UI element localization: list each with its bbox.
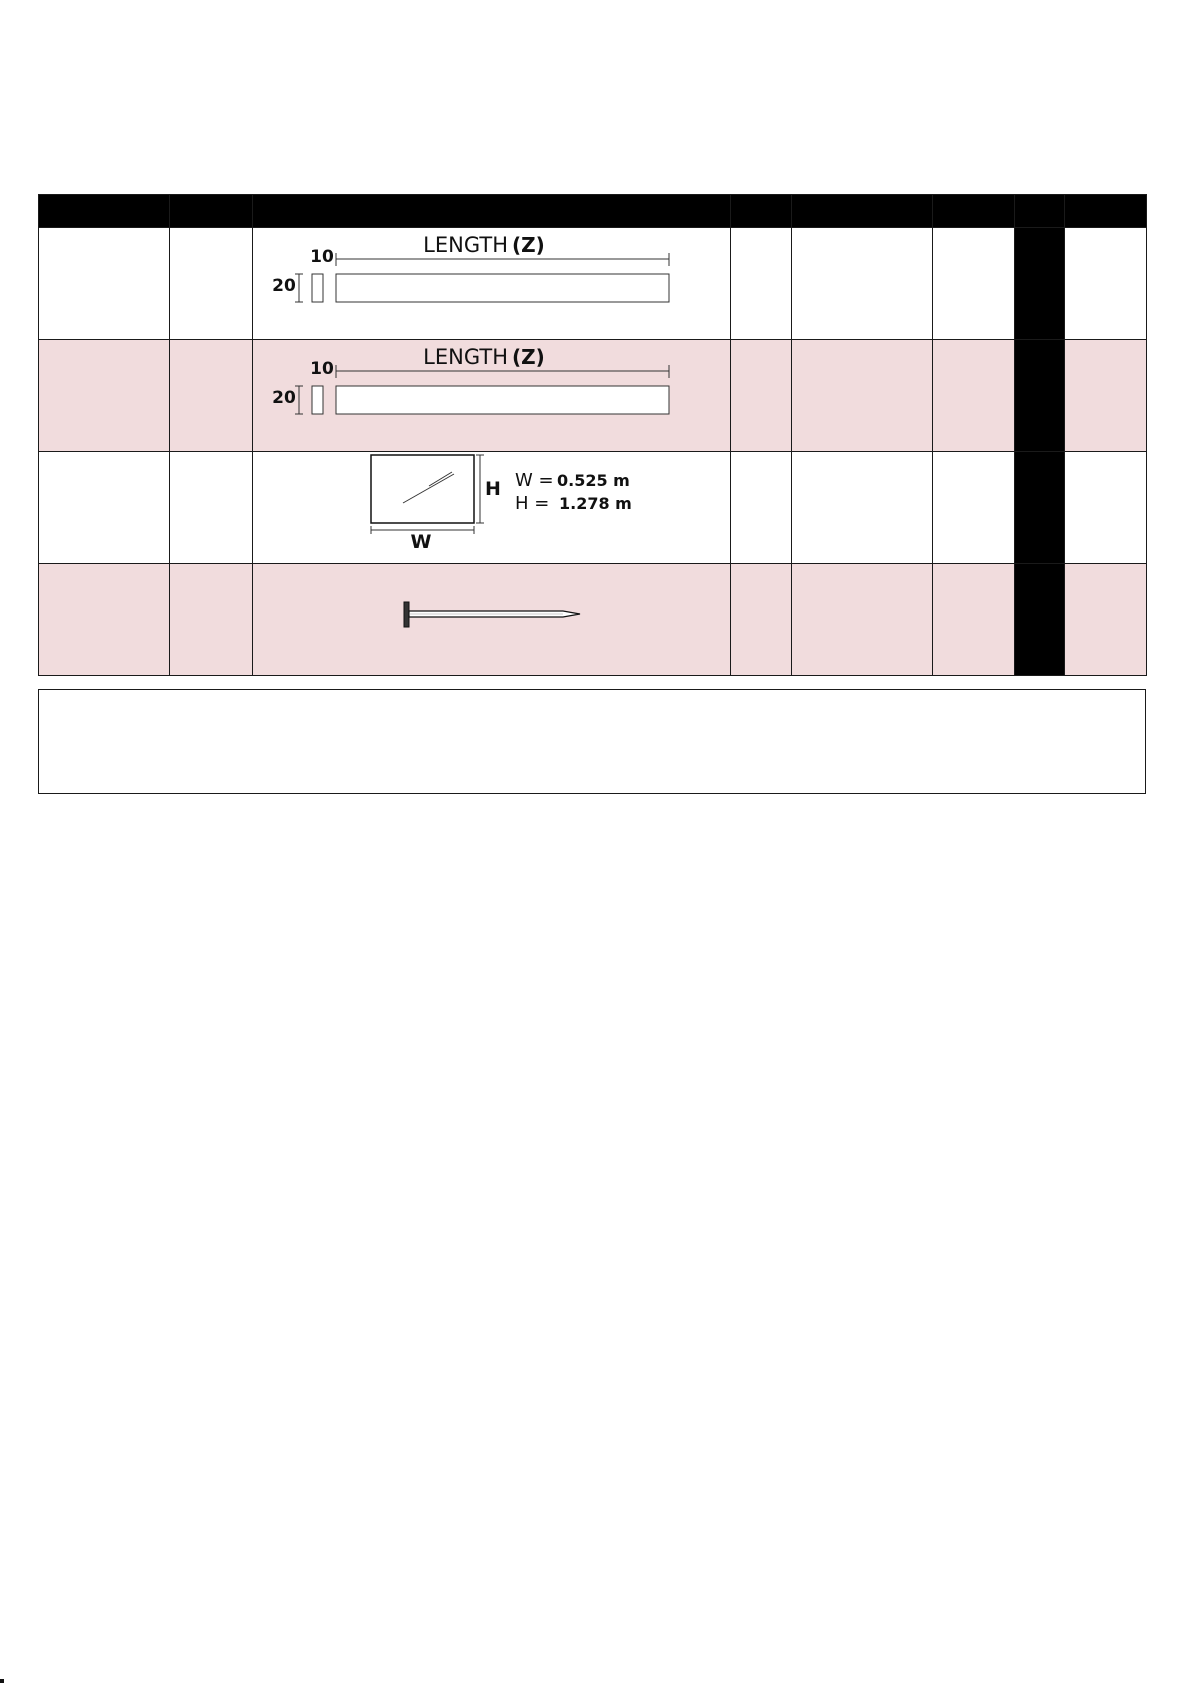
table-cell	[933, 228, 1015, 340]
table-cell	[792, 340, 933, 452]
width-prefix-label: W =	[515, 470, 554, 491]
table-cell	[1015, 452, 1065, 564]
table-cell	[792, 228, 933, 340]
table-cell	[170, 340, 253, 452]
drawing-cell	[253, 452, 731, 564]
parts-table	[38, 194, 1147, 676]
table-cell	[39, 228, 170, 340]
table-row	[39, 564, 1147, 676]
table-cell	[170, 452, 253, 564]
width-value: 0.525 m	[557, 471, 630, 490]
header-cell	[39, 195, 170, 228]
notes-box	[38, 689, 1146, 794]
height-dimension-label: 20	[272, 388, 296, 408]
width-dimension-label: 10	[310, 359, 334, 379]
table-row	[39, 228, 1147, 340]
height-letter-label: H	[485, 478, 501, 500]
height-value: 1.278 m	[559, 494, 632, 513]
table-cell	[39, 452, 170, 564]
table-cell	[792, 452, 933, 564]
table-cell	[731, 228, 792, 340]
table-cell	[170, 228, 253, 340]
table-cell	[1065, 564, 1147, 676]
table-cell	[1065, 228, 1147, 340]
length-axis-label: (Z)	[512, 345, 545, 369]
table-row	[39, 340, 1147, 452]
table-cell	[1015, 228, 1065, 340]
drawing-cell	[253, 228, 731, 340]
table-cell	[1065, 452, 1147, 564]
nail-icon	[253, 564, 731, 675]
table-cell	[792, 564, 933, 676]
header-cell	[933, 195, 1015, 228]
header-cell	[792, 195, 933, 228]
table-cell	[170, 564, 253, 676]
table-cell	[933, 340, 1015, 452]
table-cell	[1065, 340, 1147, 452]
table-cell	[39, 564, 170, 676]
table-header-row	[39, 195, 1147, 228]
timber-strip-drawing	[253, 228, 731, 339]
header-cell	[1015, 195, 1065, 228]
page-corner-mark	[0, 1679, 4, 1683]
drawing-cell	[253, 564, 731, 676]
glass-pane-drawing	[253, 452, 731, 563]
height-dimension-label: 20	[272, 276, 296, 296]
table-cell	[1015, 340, 1065, 452]
drawing-cell	[253, 340, 731, 452]
table-cell	[731, 564, 792, 676]
header-cell	[1065, 195, 1147, 228]
timber-strip-drawing	[253, 340, 731, 451]
table-cell	[1015, 564, 1065, 676]
header-cell	[170, 195, 253, 228]
table-cell	[933, 564, 1015, 676]
table-row	[39, 452, 1147, 564]
width-letter-label: W	[410, 531, 432, 553]
table-cell	[731, 340, 792, 452]
table-cell	[933, 452, 1015, 564]
table-cell	[39, 340, 170, 452]
length-dimension-label: LENGTH	[423, 233, 508, 257]
header-cell	[253, 195, 731, 228]
width-dimension-label: 10	[310, 247, 334, 267]
length-axis-label: (Z)	[512, 233, 545, 257]
length-dimension-label: LENGTH	[423, 345, 508, 369]
height-prefix-label: H =	[515, 493, 550, 514]
header-cell	[731, 195, 792, 228]
table-cell	[731, 452, 792, 564]
